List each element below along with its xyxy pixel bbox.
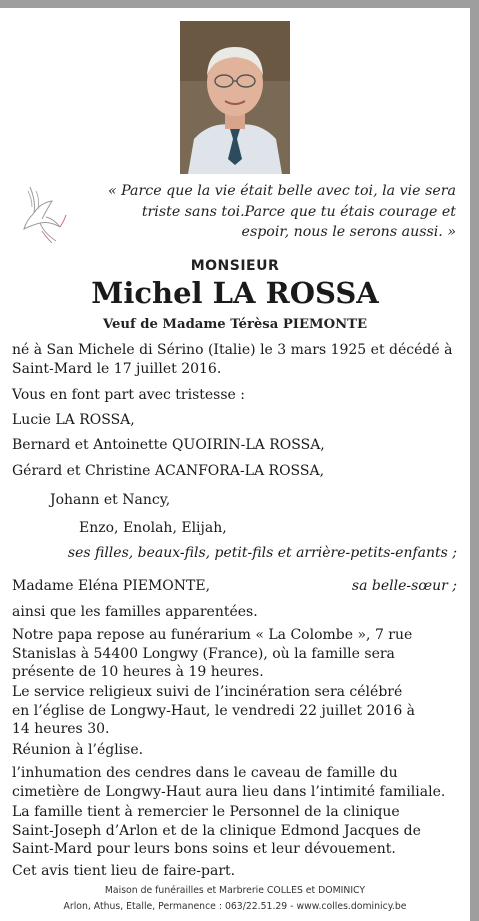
text-line: l’inhumation des cendres dans le caveau de famille du [12, 765, 398, 781]
text-line: Stanislas à 54400 Longwy (France), où la famille sera [12, 645, 395, 662]
family-member: Enzo, Enolah, Elijah, [79, 520, 227, 536]
salutation: MONSIEUR [190, 258, 280, 274]
service-info [12, 683, 458, 739]
burial-info [12, 764, 458, 801]
text-line: cimetière de Longwy-Haut aura lieu dans l’intimité familiale. [12, 783, 446, 800]
closing-line: Cet avis tient lieu de faire-part. [12, 863, 236, 879]
text-line: Le service religieux suivi de l’incinération sera célébré [12, 684, 403, 700]
announcement-intro: Vous en font part avec tristesse : [12, 387, 245, 403]
top-border [0, 0, 479, 8]
text-line: en l’église de Longwy-Haut, le vendredi 22 juillet 2016 à [12, 702, 416, 719]
text-line: présente de 10 heures à 19 heures. [12, 664, 264, 680]
text-line: Saint-Mard le 17 juillet 2016. [12, 360, 222, 377]
dove-icon [16, 181, 72, 247]
sister-in-law-role: sa belle-sœur ; [351, 578, 457, 594]
relatives-line: ainsi que les familles apparentées. [12, 604, 258, 620]
text-line: 14 heures 30. [12, 721, 110, 737]
memorial-quote [100, 181, 456, 243]
sister-in-law-name: Madame Eléna PIEMONTE, [12, 578, 211, 594]
text-line: La famille tient à remercier le Personnel de la clinique [12, 804, 400, 820]
footer-company: Maison de funérailles et Marbrerie COLLES et DOMINICY [104, 885, 366, 896]
deceased-name: Michel LA ROSSA [91, 276, 379, 310]
meeting-info: Réunion à l’église. [12, 742, 144, 758]
text-line: né à San Michele di Sérino (Italie) le 3 mars 1925 et décédé à [12, 342, 453, 358]
thanks-info [12, 803, 458, 859]
text-line: Saint-Joseph d’Arlon et de la clinique Edmond Jacques de [12, 822, 421, 839]
family-member: Lucie LA ROSSA, [12, 412, 135, 428]
widower-of: Veuf de Madame Térèsa PIEMONTE [102, 317, 368, 332]
text-line: Saint-Mard pour leurs bons soins et leur dévouement. [12, 841, 396, 857]
quote-line: espoir, nous le serons aussi. » [241, 224, 456, 240]
right-border [470, 0, 479, 921]
footer-contact: Arlon, Athus, Etalle, Permanence : 063/22.51.29 - www.colles.dominicy.be [63, 901, 407, 912]
family-member: Johann et Nancy, [50, 492, 171, 508]
quote-line: « Parce que la vie était belle avec toi, la vie sera [107, 183, 456, 199]
portrait-photo [180, 21, 290, 174]
funeral-home-info [12, 626, 458, 682]
birth-death-info [12, 341, 458, 378]
family-member: Gérard et Christine ACANFORA-LA ROSSA, [12, 463, 325, 479]
family-role: ses filles, beaux-fils, petit-fils et arrière-petits-enfants ; [67, 545, 457, 561]
text-line: Notre papa repose au funérarium « La Colombe », 7 rue [12, 627, 413, 643]
quote-line: triste sans toi.Parce que tu étais courage et [141, 203, 456, 220]
family-member: Bernard et Antoinette QUOIRIN-LA ROSSA, [12, 437, 325, 453]
